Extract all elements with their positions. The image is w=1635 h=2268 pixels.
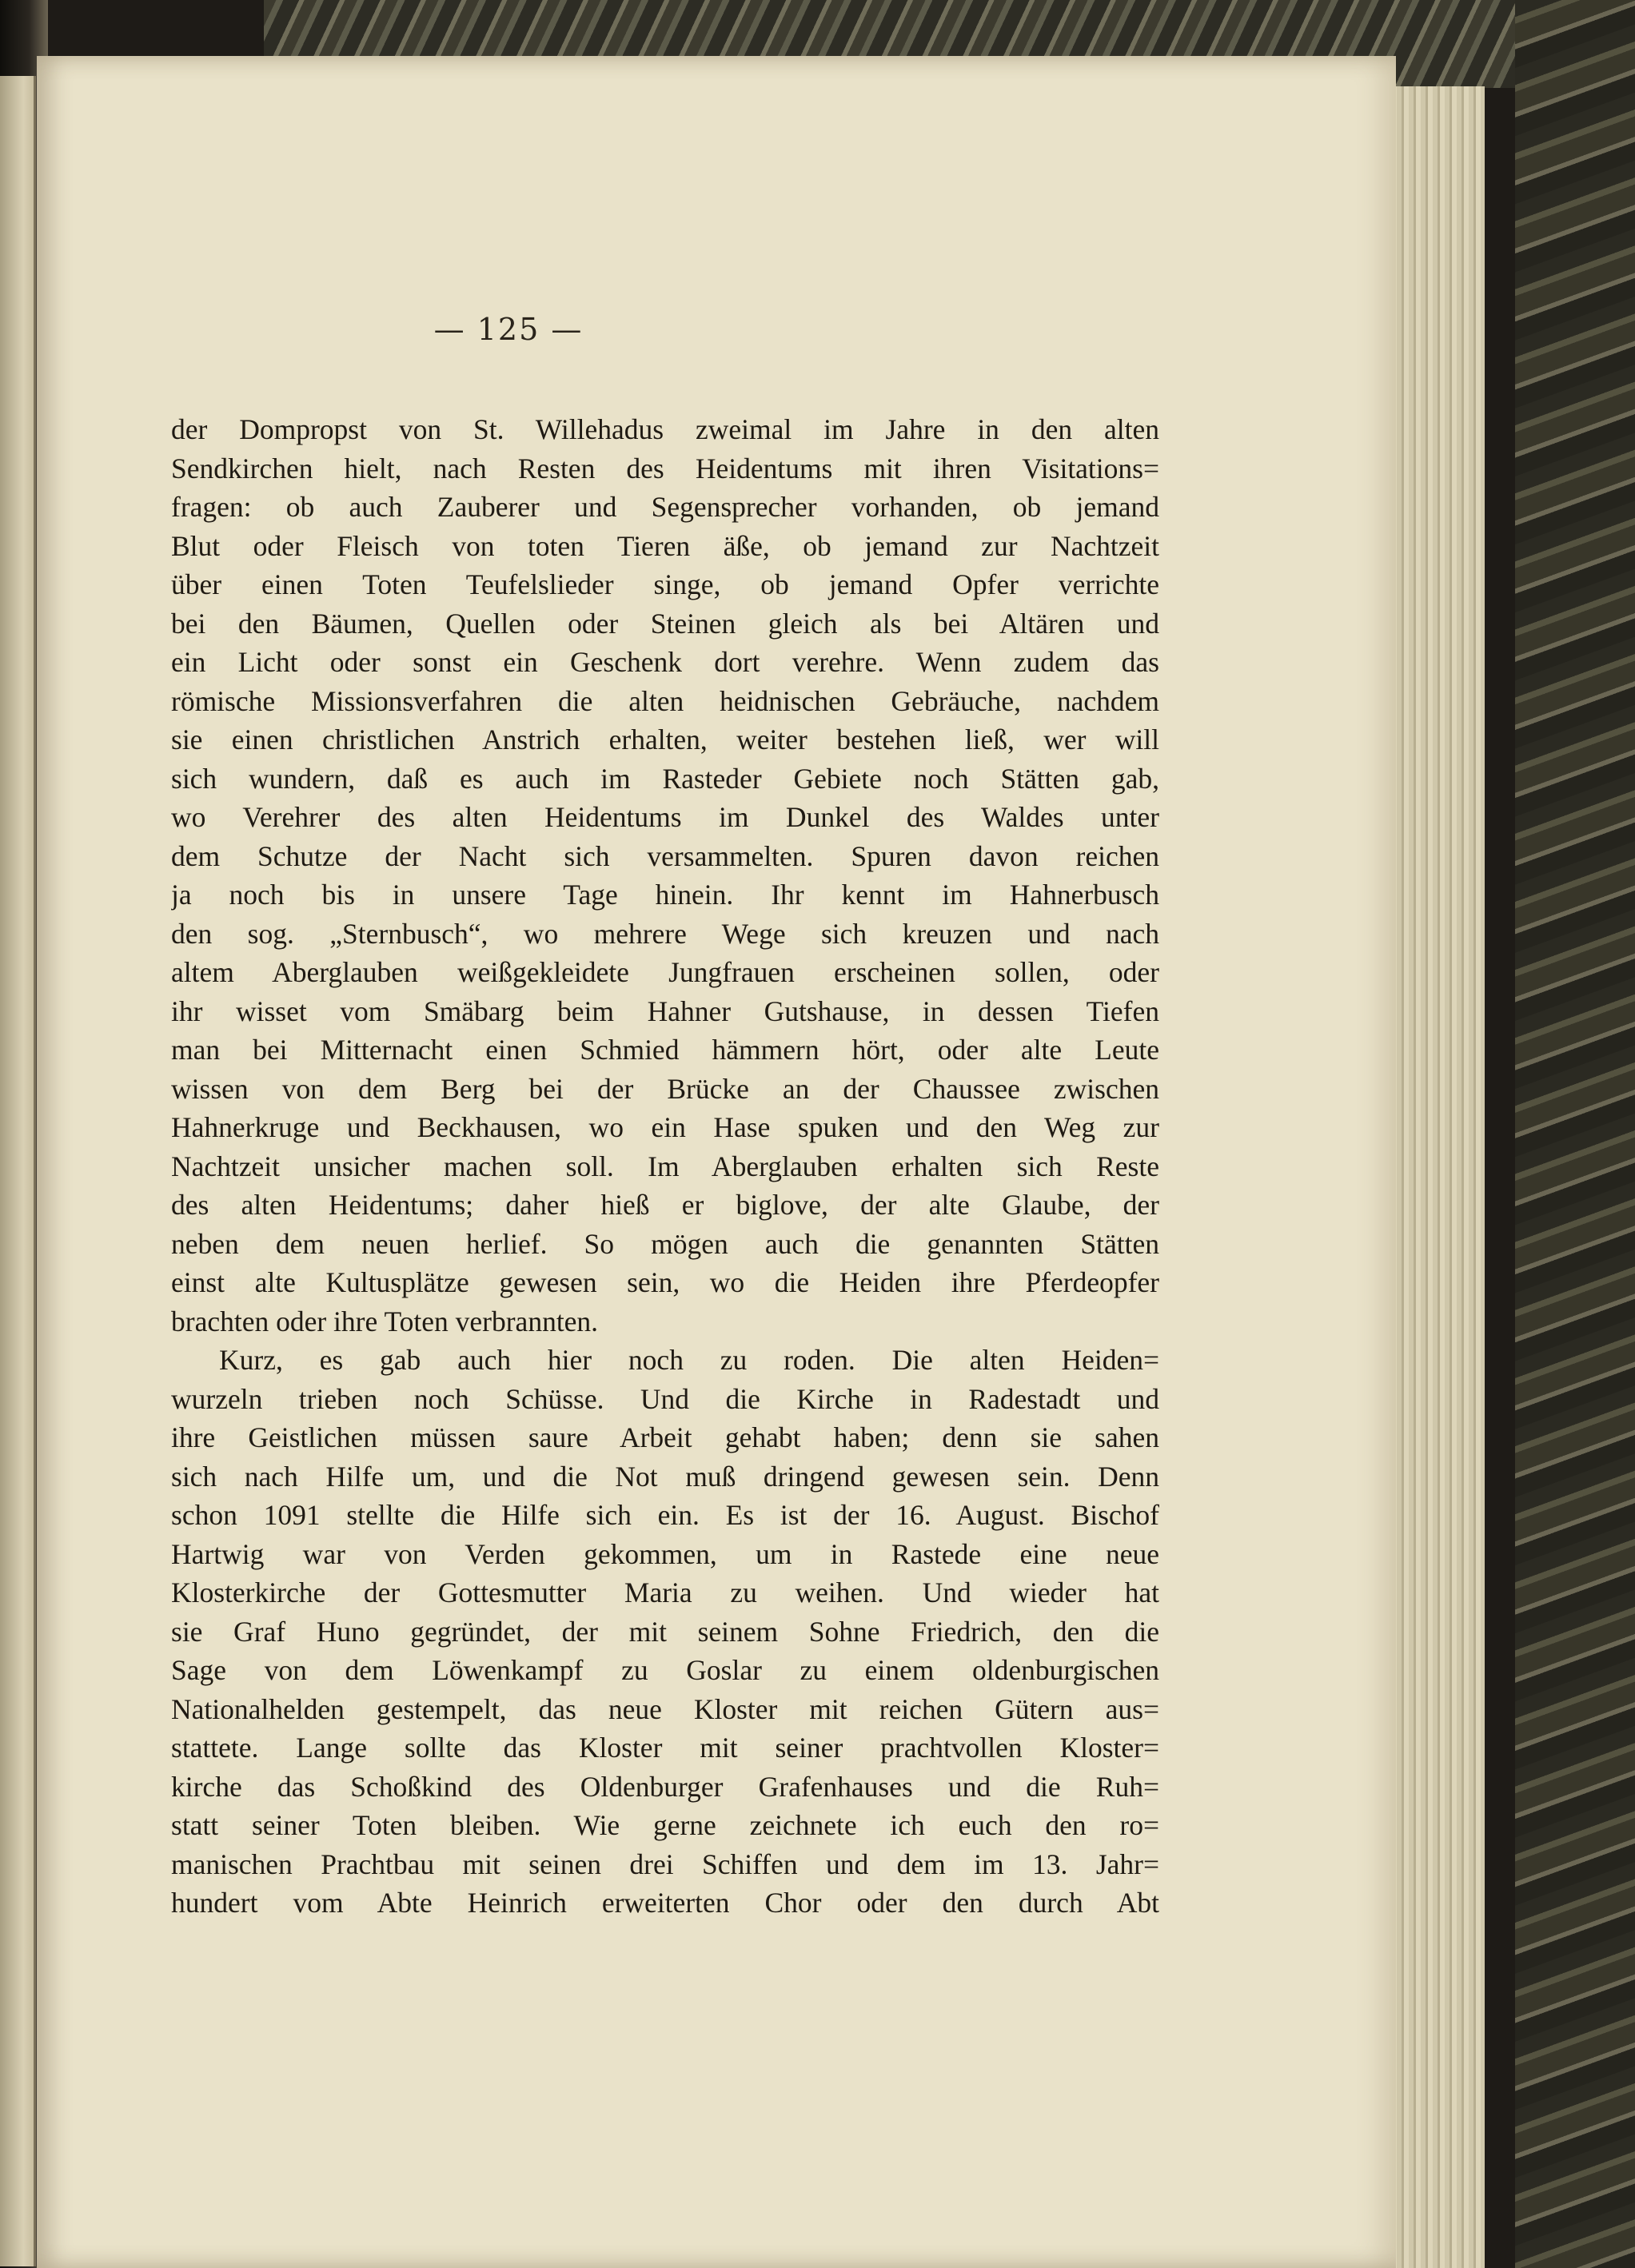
text-line: sich wundern, daß es auch im Rasteder Gebiete noch Stätten gab,	[171, 762, 1159, 795]
text-line: altem Aberglauben weißgekleidete Jungfrauen erscheinen sollen, oder	[171, 956, 1159, 988]
marbled-cover-right	[1515, 0, 1635, 2268]
text-line: den sog. „Sternbusch“, wo mehrere Wege sich kreuzen und nach	[171, 917, 1159, 950]
text-line: ihr wisset vom Smäbarg beim Hahner Gutshause, in dessen Tiefen	[171, 994, 1159, 1027]
text-line: Klosterkirche der Gottesmutter Maria zu weihen. Und wieder hat	[171, 1576, 1159, 1608]
text-line: Hahnerkruge und Beckhausen, wo ein Hase spuken und den Weg zur	[171, 1111, 1159, 1143]
text-line: brachten oder ihre Toten verbrannten.	[171, 1305, 599, 1337]
text-line: Nationalhelden gestempelt, das neue Kloster mit reichen Gütern aus=	[171, 1692, 1159, 1725]
text-line: dem Schutze der Nacht sich versammelten. Spuren davon reichen	[171, 839, 1159, 872]
text-line: man bei Mitternacht einen Schmied hämmern hört, oder alte Leute	[171, 1034, 1159, 1066]
page-stack-edge	[1383, 86, 1485, 2268]
text-line: Nachtzeit unsicher machen soll. Im Aberglauben erhalten sich Reste	[171, 1150, 1159, 1182]
text-line: wurzeln trieben noch Schüsse. Und die Kirche in Radestadt und	[171, 1382, 1159, 1415]
text-line: Hartwig war von Verden gekommen, um in Rastede eine neue	[171, 1537, 1159, 1570]
text-line: der Dompropst von St. Willehadus zweimal im Jahre in den alten	[171, 413, 1159, 445]
text-line: hundert vom Abte Heinrich erweiterten Chor oder den durch Abt	[171, 1887, 1159, 1919]
text-line: sie Graf Huno gegründet, der mit seinem Sohne Friedrich, den die	[171, 1615, 1159, 1648]
text-line: Sage von dem Löwenkampf zu Goslar zu einem oldenburgischen	[171, 1654, 1159, 1686]
text-line: Blut oder Fleisch von toten Tieren äße, ob jemand zur Nachtzeit	[171, 529, 1159, 562]
text-line: fragen: ob auch Zauberer und Segensprecher vorhanden, ob jemand	[171, 491, 1159, 523]
text-line: des alten Heidentums; daher hieß er biglove, der alte Glaube, der	[171, 1189, 1159, 1221]
text-line: sie einen christlichen Anstrich erhalten, weiter bestehen ließ, wer will	[171, 723, 1159, 755]
page-text	[171, 410, 1159, 1923]
text-line: statt seiner Toten bleiben. Wie gerne zeichnete ich euch den ro=	[171, 1809, 1159, 1841]
text-line: einst alte Kultusplätze gewesen sein, wo die Heiden ihre Pferdeopfer	[171, 1266, 1159, 1298]
text-line: stattete. Lange sollte das Kloster mit seiner prachtvollen Kloster=	[171, 1732, 1159, 1764]
text-line: ja noch bis in unsere Tage hinein. Ihr kennt im Hahnerbusch	[171, 879, 1159, 911]
text-line: schon 1091 stellte die Hilfe sich ein. Es ist der 16. August. Bischof	[171, 1499, 1159, 1531]
text-line: sich nach Hilfe um, und die Not muß dringend gewesen sein. Denn	[171, 1460, 1159, 1493]
text-line: wo Verehrer des alten Heidentums im Dunkel des Waldes unter	[171, 801, 1159, 833]
text-line: über einen Toten Teufelslieder singe, ob jemand Opfer verrichte	[171, 568, 1159, 600]
page-number: — 125 —	[433, 312, 584, 347]
book-page	[37, 56, 1396, 2268]
text-line: Sendkirchen hielt, nach Resten des Heidentums mit ihren Visitations=	[171, 452, 1159, 484]
text-line: bei den Bäumen, Quellen oder Steinen gleich als bei Altären und	[171, 607, 1159, 640]
text-line: römische Missionsverfahren die alten heidnischen Gebräuche, nachdem	[171, 684, 1159, 717]
left-page-edge	[0, 76, 36, 2266]
text-line: ihre Geistlichen müssen saure Arbeit gehabt haben; denn sie sahen	[171, 1421, 1159, 1453]
text-line: manischen Prachtbau mit seinen drei Schiffen und dem im 13. Jahr=	[171, 1847, 1159, 1880]
text-line: neben dem neuen herlief. So mögen auch die genannten Stätten	[171, 1227, 1159, 1260]
text-line: wissen von dem Berg bei der Brücke an der Chaussee zwischen	[171, 1072, 1159, 1105]
text-line: ein Licht oder sonst ein Geschenk dort verehre. Wenn zudem das	[171, 646, 1159, 678]
text-line: kirche das Schoßkind des Oldenburger Grafenhauses und die Ruh=	[171, 1770, 1159, 1803]
text-line: Kurz, es gab auch hier noch zu roden. Die alten Heiden=	[219, 1344, 1159, 1376]
